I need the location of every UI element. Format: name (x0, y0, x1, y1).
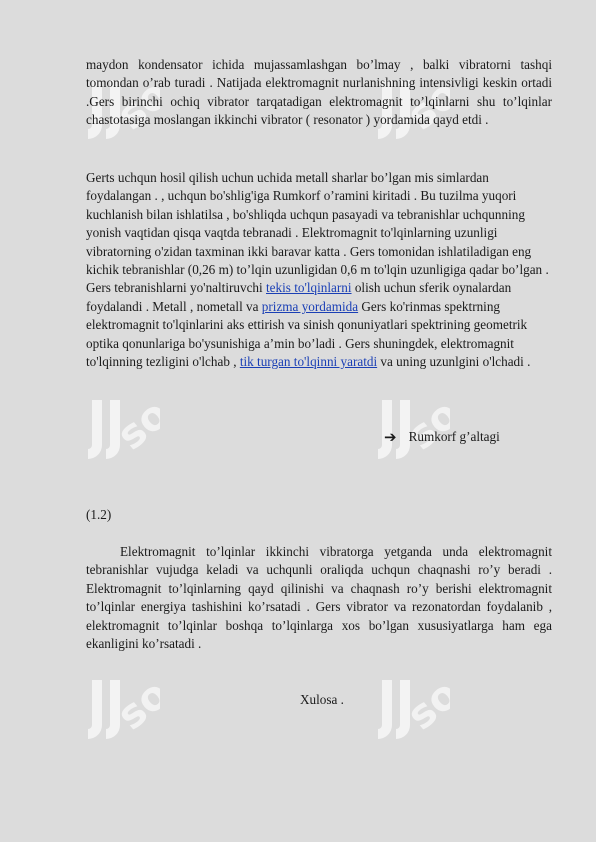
paragraph-text-2: olish uchun sferik oynalardan foydalandi . Metall , nometall va (86, 280, 512, 314)
caption-text: Rumkorf g’altagi (408, 429, 500, 444)
svg-text:so: so (108, 390, 160, 460)
arrow-right-icon: ➔ (384, 428, 397, 446)
paragraph-vibrator-intro: maydon kondensator ichida mujassamlashgan bo’lmay , balki vibratorni tashqi tomondan o’rab turadi . Natijada elektromagnit nurlanishning intensivligi keskin ortadi .Gers birinchi ochiq vibrator tarqatadigan elektromagnit to’lqinlarni shu to’lqinlar chastotasiga moslangan ikkinchi vibrator ( resonator ) yordamida qayd etdi . (86, 57, 552, 128)
watermark-logo-icon (80, 660, 160, 790)
paragraph-text-1: Gerts uchqun hosil qilish uchun uchida metall sharlar bo’lgan mis simlardan foydalangan . , uchqun bo'shlig'iga Rumkorf o’ramini kiritadi . Bu tuzilma yuqori kuchlanish bilan ishlatilsa , bo'shliqda uchqun pasayadi va tebranishlar uchqunning yonish vaqtidan qisqa vaqtda tebranadi . Elektromagnit to'lqinlarning uzunligi vibratorning o'zidan taxminan ikki baravar katta . Gers tomonidan ishlatiladigan eng kichik tebranishlar (0,26 m) to’lqin uzunligidan 0,6 m to'lqin uzunligiga qadar bo’lgan . Gers tebranishlarni yo'naltiruvchi (86, 170, 549, 296)
watermark-logo-icon (80, 380, 160, 510)
svg-text:so: so (108, 70, 160, 140)
figure-caption (384, 428, 500, 446)
conclusion-heading: Xulosa . (300, 692, 344, 707)
svg-text:so: so (398, 670, 450, 740)
link-prizma-yordamida[interactable]: prizma yordamida (261, 298, 359, 314)
paragraph-text-3: Gers ko'rinmas spektrning elektromagnit to'lqinlarini aks ettirish va sinish qonuniyatlari spektrining geometrik optika qonunlariga bo'ysunishiga a’min bo’ladi . Gers shuningdek, elektromagnit to'lqinning tezligini o'lchab , (86, 298, 528, 370)
svg-text:so: so (108, 670, 160, 740)
equation-number: (1.2) (86, 507, 112, 522)
link-tik-turgan-tolqin[interactable]: tik turgan to'lqinni yaratdi (239, 354, 378, 370)
paragraph-gerts-experiment (86, 169, 552, 371)
paragraph-resonator: Elektromagnit to’lqinlar ikkinchi vibratorga yetganda unda elektromagnit tebranishlar vujudga keladi va uchqunli oraliqda uchqun chaqnashi ro’y beradi . Elektromagnit to’lqinlarning qayd qilinishi va chaqnash ro’y berishi elektromagnit to’lqinlar energiya tashishini ko’rsatadi . Gers vibrator va rezonatordan foydalanib , elektromagnit to’lqinlar boshqa to’lqinlarga xos bo’lgan xususiyatlarga ham ega ekanligini ko’rsatadi . (86, 544, 552, 652)
svg-text:so: so (398, 390, 450, 460)
paragraph-text-4: va uning uzunlgini o'lchadi . (377, 354, 531, 370)
link-tekis-tolqinlarni[interactable]: tekis to'lqinlarni (266, 280, 352, 296)
svg-text:so: so (398, 70, 450, 140)
watermark-logo-icon (370, 660, 450, 790)
